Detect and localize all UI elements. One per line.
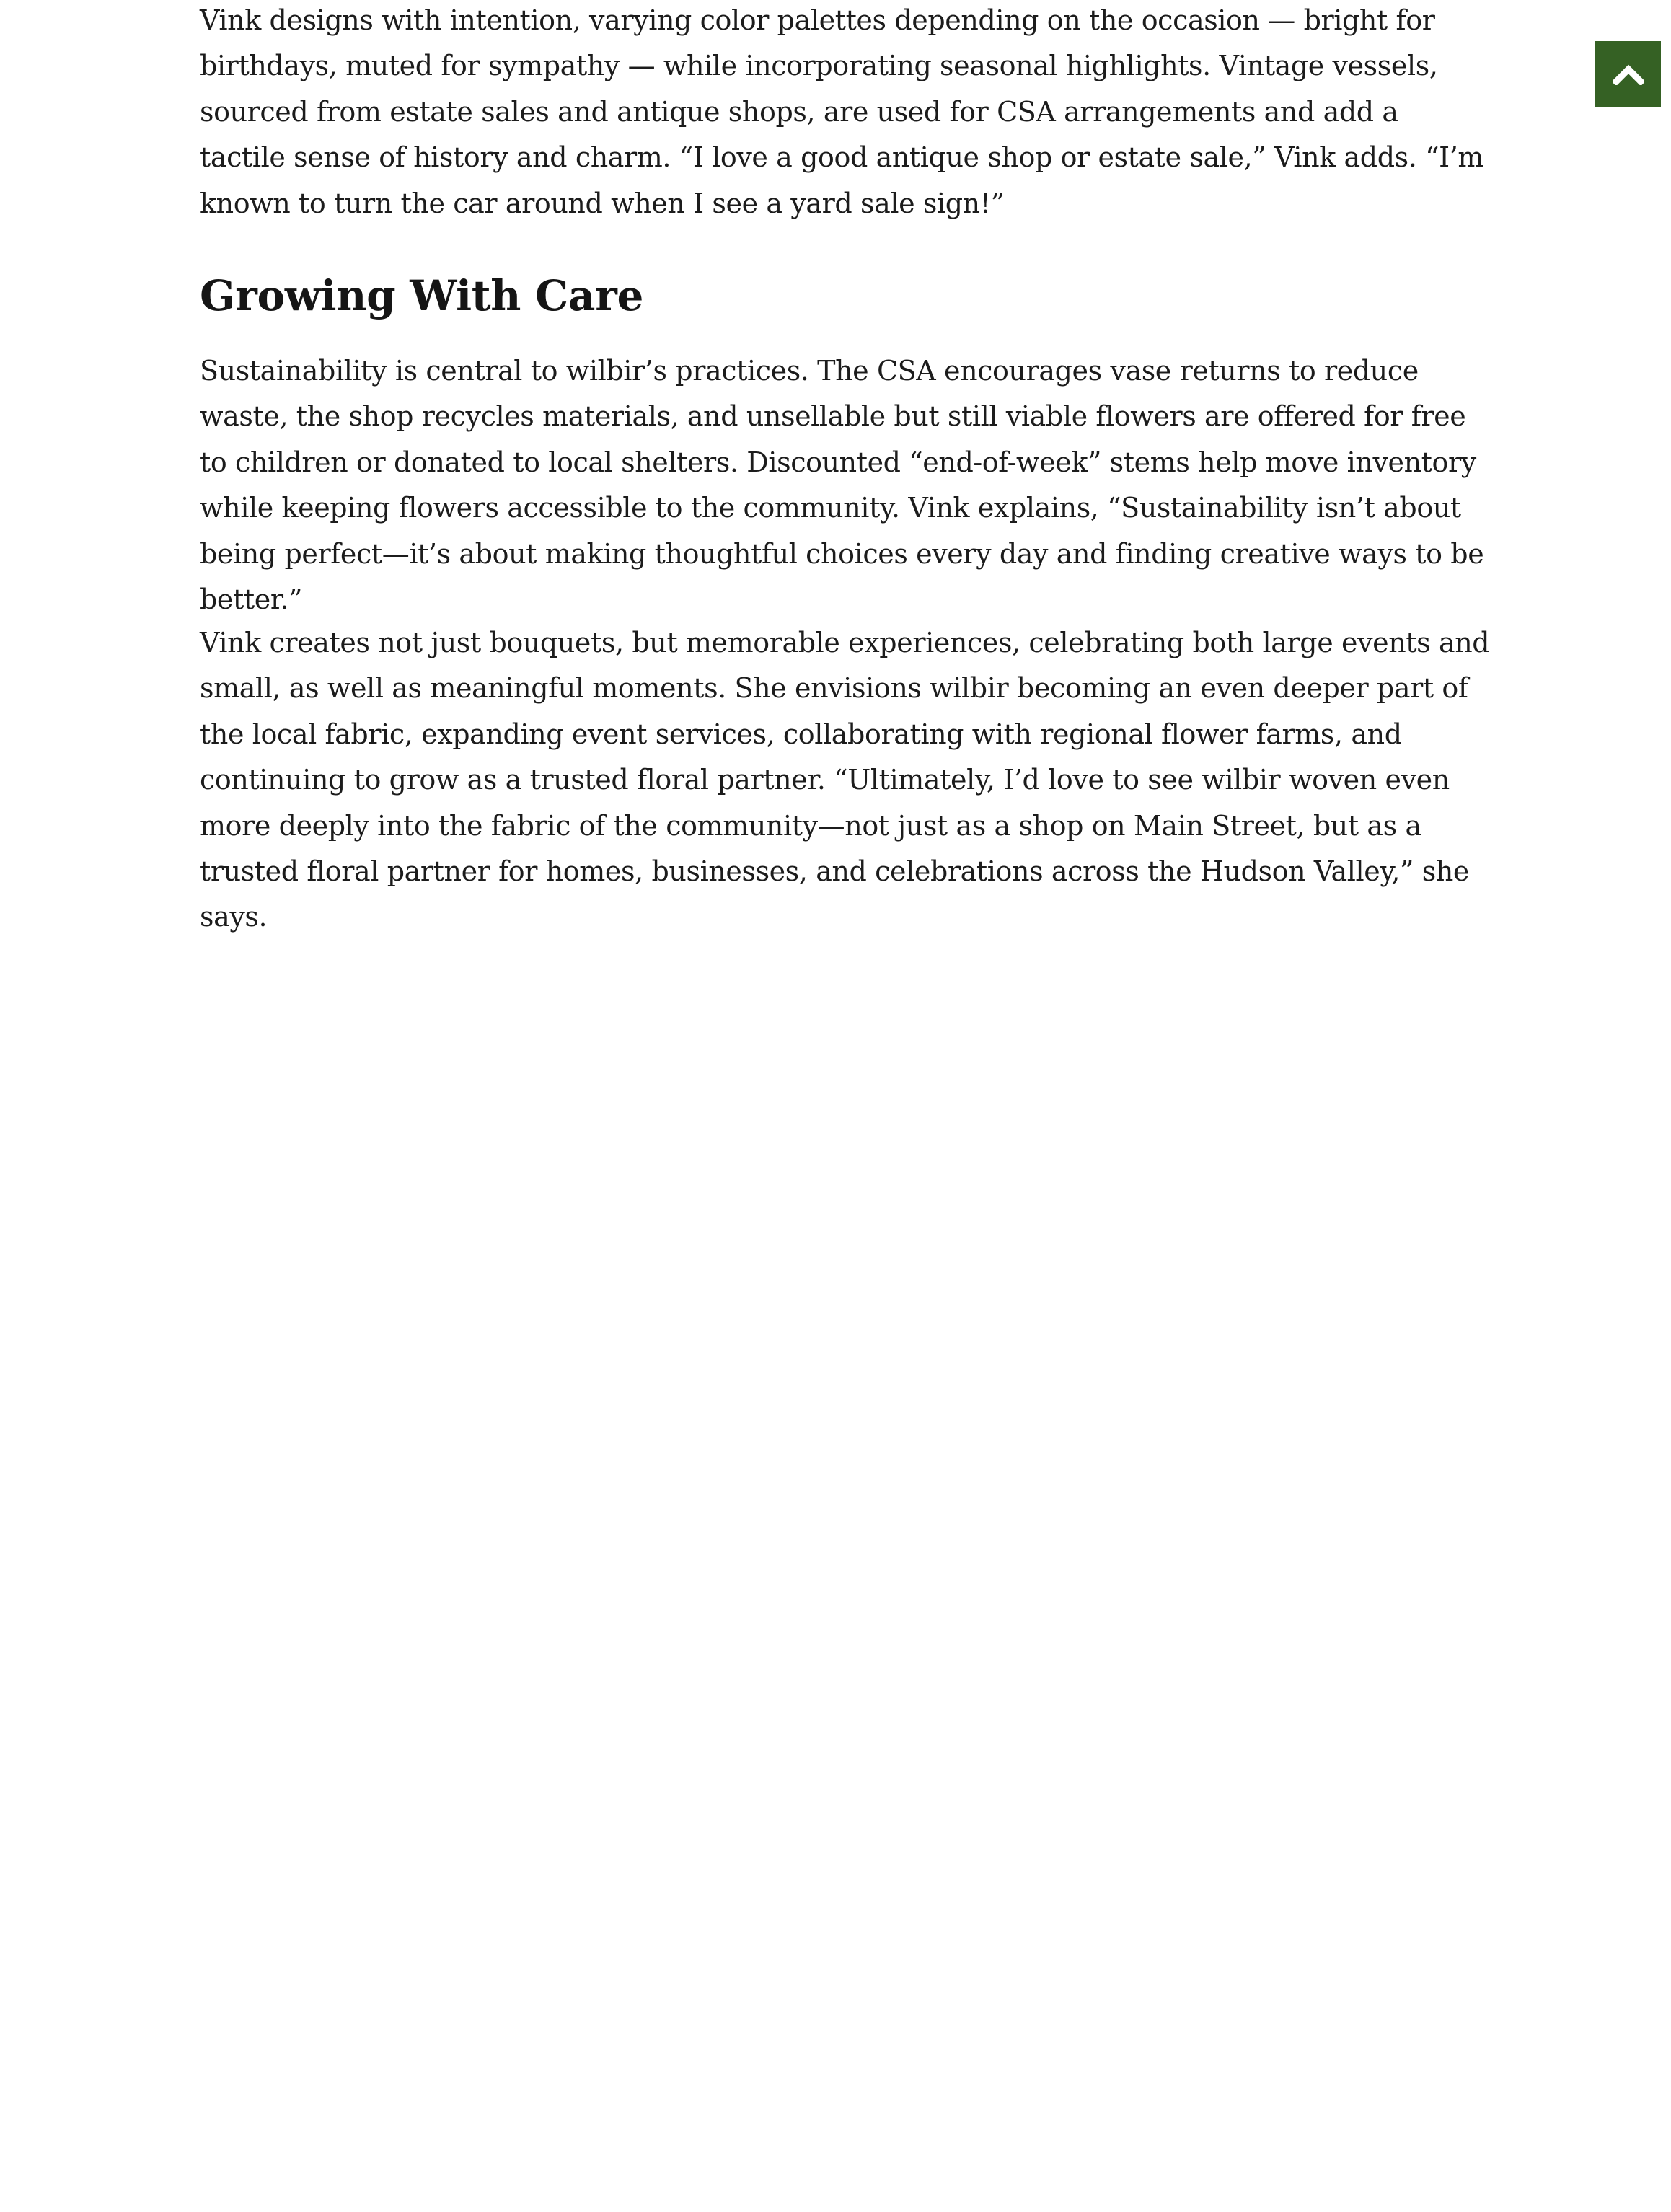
article-paragraph-intro: Vink designs with intention, varying color palettes depending on the occasion — bright for birthdays, muted for sympathy — while incorporating seasonal highlights. Vintage vessels, sourced from estate sales and antique shops, are used for CSA arrangements and add a tactile sense of history and charm. “I love a good antique shop or estate sale,” Vink adds. “I’m known to turn the car around when I see a yard sale sign!” xyxy=(200,4,1484,219)
back-to-top-button[interactable] xyxy=(1595,41,1661,107)
section-heading: Growing With Care xyxy=(200,271,644,320)
article-paragraph-future: Vink creates not just bouquets, but memorable experiences, celebrating both large events and small, as well as meaningful moments. She envisions wilbir becoming an even deeper part of the local fabric, expanding event services, collaborating with regional flower farms, and continuing to grow as a trusted floral partner. “Ultimately, I’d love to see wilbir woven even more deeply into the fabric of the community—not just as a shop on Main Street, but as a trusted floral partner for homes, businesses, and celebrations across the Hudson Valley,” she says. xyxy=(200,627,1490,933)
chevron-up-icon xyxy=(1613,63,1644,85)
article-paragraph-sustainability: Sustainability is central to wilbir’s practices. The CSA encourages vase returns to reduce waste, the shop recycles materials, and unsellable but still viable flowers are offered for free to children or donated to local shelters. Discounted “end-of-week” stems help move inventory while keeping flowers accessible to the community. Vink explains, “Sustainability isn’t about being perfect—it’s about making thoughtful choices every day and finding creative ways to be better.” xyxy=(200,355,1484,616)
